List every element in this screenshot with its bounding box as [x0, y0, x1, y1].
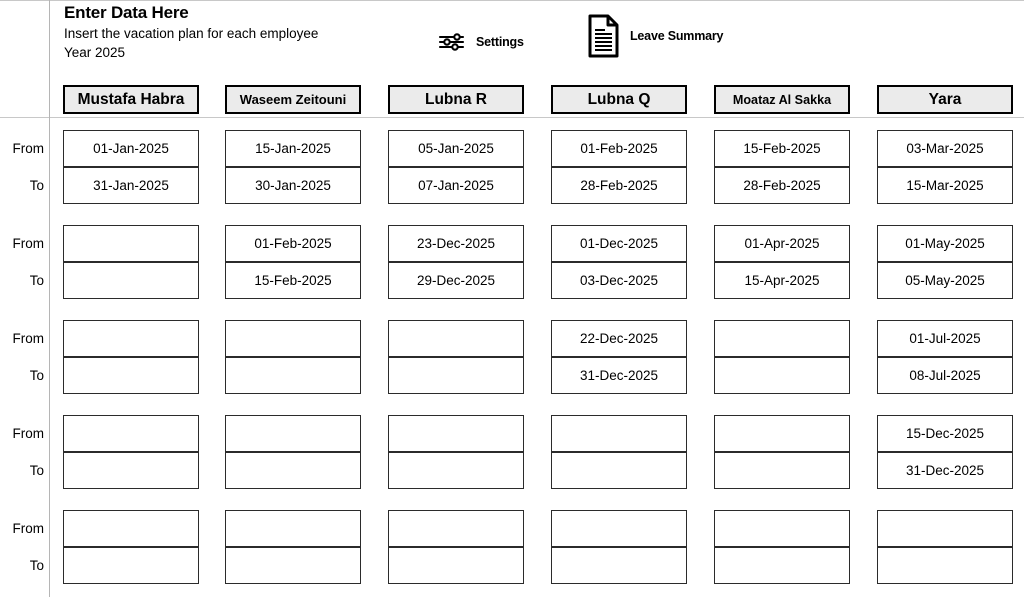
date-cell-moataz-al-sakka-block4-from[interactable]: [714, 415, 850, 452]
date-cell-mustafa-habra-block3-to[interactable]: [63, 357, 199, 394]
column-header-yara[interactable]: Yara: [877, 85, 1013, 114]
date-cell-mustafa-habra-block2-to[interactable]: [63, 262, 199, 299]
row-label-from-3: From: [12, 331, 44, 346]
date-cell-lubna-q-block1-to[interactable]: 28-Feb-2025: [551, 167, 687, 204]
date-cell-yara-block5-from[interactable]: [877, 510, 1013, 547]
row-label-to-4: To: [29, 463, 44, 478]
date-cell-lubna-r-block4-from[interactable]: [388, 415, 524, 452]
date-cell-lubna-r-block2-from[interactable]: 23-Dec-2025: [388, 225, 524, 262]
date-cell-mustafa-habra-block4-from[interactable]: [63, 415, 199, 452]
date-cell-mustafa-habra-block5-from[interactable]: [63, 510, 199, 547]
date-cell-lubna-q-block3-to[interactable]: 31-Dec-2025: [551, 357, 687, 394]
page-title: Enter Data Here: [64, 3, 189, 22]
date-cell-moataz-al-sakka-block1-to[interactable]: 28-Feb-2025: [714, 167, 850, 204]
settings-button[interactable]: [437, 30, 524, 54]
header-divider-rule: [0, 117, 1024, 118]
settings-label: Settings: [476, 35, 524, 49]
gutter-divider-rule: [49, 0, 50, 597]
date-cell-moataz-al-sakka-block1-from[interactable]: 15-Feb-2025: [714, 130, 850, 167]
date-cell-lubna-q-block3-from[interactable]: 22-Dec-2025: [551, 320, 687, 357]
date-cell-lubna-r-block2-to[interactable]: 29-Dec-2025: [388, 262, 524, 299]
column-header-mustafa-habra[interactable]: Mustafa Habra: [63, 85, 199, 114]
row-label-to-2: To: [29, 273, 44, 288]
date-cell-waseem-zeitouni-block2-to[interactable]: 15-Feb-2025: [225, 262, 361, 299]
date-cell-yara-block3-to[interactable]: 08-Jul-2025: [877, 357, 1013, 394]
date-cell-lubna-r-block3-from[interactable]: [388, 320, 524, 357]
date-cell-lubna-q-block2-to[interactable]: 03-Dec-2025: [551, 262, 687, 299]
date-cell-lubna-q-block5-from[interactable]: [551, 510, 687, 547]
date-cell-lubna-r-block5-to[interactable]: [388, 547, 524, 584]
row-label-from-5: From: [12, 521, 44, 536]
sliders-icon: [437, 30, 467, 54]
date-cell-lubna-q-block4-from[interactable]: [551, 415, 687, 452]
date-cell-moataz-al-sakka-block5-from[interactable]: [714, 510, 850, 547]
column-header-lubna-q[interactable]: Lubna Q: [551, 85, 687, 114]
column-header-waseem-zeitouni[interactable]: Waseem Zeitouni: [225, 85, 361, 114]
date-cell-moataz-al-sakka-block3-from[interactable]: [714, 320, 850, 357]
date-cell-waseem-zeitouni-block2-from[interactable]: 01-Feb-2025: [225, 225, 361, 262]
date-cell-waseem-zeitouni-block1-to[interactable]: 30-Jan-2025: [225, 167, 361, 204]
date-cell-mustafa-habra-block2-from[interactable]: [63, 225, 199, 262]
page-subtitle: Insert the vacation plan for each employee: [64, 26, 319, 41]
date-cell-waseem-zeitouni-block5-from[interactable]: [225, 510, 361, 547]
date-cell-waseem-zeitouni-block5-to[interactable]: [225, 547, 361, 584]
date-cell-mustafa-habra-block5-to[interactable]: [63, 547, 199, 584]
date-cell-yara-block1-from[interactable]: 03-Mar-2025: [877, 130, 1013, 167]
date-cell-waseem-zeitouni-block4-from[interactable]: [225, 415, 361, 452]
date-cell-waseem-zeitouni-block3-from[interactable]: [225, 320, 361, 357]
page-year: Year 2025: [64, 45, 126, 60]
date-cell-lubna-r-block1-from[interactable]: 05-Jan-2025: [388, 130, 524, 167]
date-cell-moataz-al-sakka-block5-to[interactable]: [714, 547, 850, 584]
column-header-moataz-al-sakka[interactable]: Moataz Al Sakka: [714, 85, 850, 114]
date-cell-yara-block4-from[interactable]: 15-Dec-2025: [877, 415, 1013, 452]
column-header-lubna-r[interactable]: Lubna R: [388, 85, 524, 114]
date-cell-lubna-q-block1-from[interactable]: 01-Feb-2025: [551, 130, 687, 167]
date-cell-yara-block2-to[interactable]: 05-May-2025: [877, 262, 1013, 299]
date-cell-yara-block1-to[interactable]: 15-Mar-2025: [877, 167, 1013, 204]
date-cell-yara-block4-to[interactable]: 31-Dec-2025: [877, 452, 1013, 489]
top-border-rule: [0, 0, 1024, 1]
document-icon: [587, 14, 621, 58]
row-label-to-1: To: [29, 178, 44, 193]
date-cell-lubna-q-block5-to[interactable]: [551, 547, 687, 584]
row-label-from-1: From: [12, 141, 44, 156]
date-cell-moataz-al-sakka-block4-to[interactable]: [714, 452, 850, 489]
date-cell-lubna-q-block2-from[interactable]: 01-Dec-2025: [551, 225, 687, 262]
row-label-to-3: To: [29, 368, 44, 383]
date-cell-lubna-r-block4-to[interactable]: [388, 452, 524, 489]
date-cell-mustafa-habra-block1-from[interactable]: 01-Jan-2025: [63, 130, 199, 167]
date-cell-mustafa-habra-block3-from[interactable]: [63, 320, 199, 357]
date-cell-yara-block5-to[interactable]: [877, 547, 1013, 584]
date-cell-lubna-q-block4-to[interactable]: [551, 452, 687, 489]
date-cell-lubna-r-block1-to[interactable]: 07-Jan-2025: [388, 167, 524, 204]
date-cell-yara-block2-from[interactable]: 01-May-2025: [877, 225, 1013, 262]
date-cell-lubna-r-block3-to[interactable]: [388, 357, 524, 394]
date-cell-moataz-al-sakka-block2-to[interactable]: 15-Apr-2025: [714, 262, 850, 299]
date-cell-mustafa-habra-block1-to[interactable]: 31-Jan-2025: [63, 167, 199, 204]
date-cell-moataz-al-sakka-block3-to[interactable]: [714, 357, 850, 394]
date-cell-waseem-zeitouni-block4-to[interactable]: [225, 452, 361, 489]
date-cell-moataz-al-sakka-block2-from[interactable]: 01-Apr-2025: [714, 225, 850, 262]
date-cell-mustafa-habra-block4-to[interactable]: [63, 452, 199, 489]
date-cell-waseem-zeitouni-block3-to[interactable]: [225, 357, 361, 394]
date-cell-lubna-r-block5-from[interactable]: [388, 510, 524, 547]
row-label-from-2: From: [12, 236, 44, 251]
leave-summary-label: Leave Summary: [630, 29, 724, 43]
row-label-from-4: From: [12, 426, 44, 441]
date-cell-waseem-zeitouni-block1-from[interactable]: 15-Jan-2025: [225, 130, 361, 167]
row-label-to-5: To: [29, 558, 44, 573]
date-cell-yara-block3-from[interactable]: 01-Jul-2025: [877, 320, 1013, 357]
leave-summary-button[interactable]: [587, 14, 723, 58]
title-band: [64, 2, 1014, 72]
